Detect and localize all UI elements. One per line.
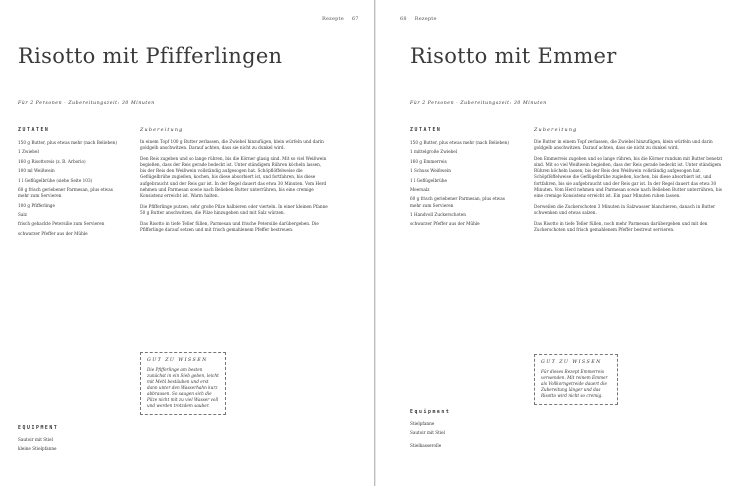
equipment-heading: EQUIPMENT xyxy=(18,426,59,431)
ingredient-item: 1 Zwiebel xyxy=(18,149,39,155)
ingredient-item: 1 Schuss Weißwein xyxy=(410,168,451,174)
ingredient-item: frisch gehackte Petersilie zum Servieren xyxy=(18,221,105,227)
ingredient-item: 60 g frisch geriebener Parmesan, plus etwas mehr zum Servieren xyxy=(410,196,505,208)
recipe-title: Risotto mit Pfifferlingen xyxy=(18,44,283,68)
ingredient-item: 100 g Pfifferlinge xyxy=(18,202,55,208)
ingredients-list xyxy=(18,140,120,240)
running-head xyxy=(396,16,441,22)
ingredients-heading: ZUTATEN xyxy=(18,128,50,133)
ingredient-item: 1 Handvoll Zuckerschoten xyxy=(410,211,466,217)
ingredient-item: Salz xyxy=(18,211,27,217)
preparation-text xyxy=(534,139,724,238)
ingredient-item: 1 l Geflügelbrühe xyxy=(410,177,448,183)
equipment-item: Sautoir mit Stiel xyxy=(18,437,53,442)
preparation-paragraph: Den Emmerreis zugeben und so lange rühren, bis die Körner rundum mit Butter benetzt sind. Mit so viel Weißwein begießen, dass der Reis gerade bedeckt ist. Unter ständigem Rühren köcheln lassen, bis der Reis den Weißwein vollständig aufgesogen hat. Schöpflöffelweise die Geflügelbrühe zugießen, kochen, bis diese absorbiert ist, und fortfahren, bis sie aufgebraucht und der Reis gar ist. In der Regel dauert das etwa 30 Minuten. Vom Herd nehmen und Parmesan sowie nach Belieben Butter unterrühren, bis eine cremige Konsistenz erreicht ist. Ein paar Minuten ruhen lassen. xyxy=(534,156,723,198)
ingredient-item: 160 g Risottoreis (z. B. Arborio) xyxy=(18,158,86,164)
equipment-item: Sautoir mit Stiel xyxy=(410,430,445,436)
ingredient-item: 150 g Butter, plus etwas mehr (nach Belieben) xyxy=(18,140,117,145)
preparation-paragraph: Den Reis zugeben und so lange rühren, bis die Körner glasig sind. Mit so viel Weißwein begießen, dass der Reis gerade bedeckt ist. Unter ständigem Rühren köcheln lassen, bis der Reis den Weißwein vollständig aufgesogen hat. Schöpflöffelweise die Geflügelbrühe zugießen, kochen, bis diese absorbiert ist, und fortfahren, bis diese aufgebraucht und der Reis gar ist. In der Regel dauert das etwa 30 Minuten. Vom Herd nehmen und Parmesan sowie nach Belieben Butter unterrühren, bis eine cremige Konsistenz erreicht ist. Warm halten. xyxy=(140,156,327,198)
page-number: 68 xyxy=(400,16,407,22)
equipment-item: kleine Stielpfanne xyxy=(18,446,57,452)
preparation-paragraph: Die Pfifferlinge putzen, sehr große Pilze halbieren oder vierteln. In einer kleinen Pfanne 50 g Butter anschwitzen, die Pilze hinzugeben und mit Salz würzen. xyxy=(140,203,328,215)
running-head xyxy=(318,16,363,22)
equipment-item: Stielpfanne xyxy=(410,421,435,426)
equipment-item: Stielkasserolle xyxy=(410,442,442,448)
preparation-paragraph: Das Risotto in tiefe Teller füllen, noch mehr Parmesan darübergeben und mit den Zuckerschoten und frisch gemahlenem Pfeffer bestreut servieren. xyxy=(534,221,708,233)
tip-heading: GUT ZU WISSEN xyxy=(147,358,208,363)
preparation-paragraph: In einem Topf 100 g Butter zerlassen, die Zwiebel hinzufügen, klein würfeln und darin goldgelb anschwitzen. Darauf achten, dass sie nicht zu dunkel wird. xyxy=(140,139,324,151)
recipe-subtitle: Für 2 Personen · Zubereitungszeit: 30 Minuten xyxy=(410,101,547,106)
tip-text: Die Pfifferlinge am besten zunächst in ein Sieb geben, leicht mit Mehl bestäuben und erst dann unter den Wasserhahn kurz abbrausen. So saugen sich die Pilze nicht mit zu viel Wasser voll und werden trotzdem sauber. xyxy=(147,367,219,408)
ingredient-item: schwarzer Pfeffer aus der Mühle xyxy=(410,221,480,227)
preparation-paragraph: Das Risotto in tiefe Teller füllen, Parmesan und frische Petersilie darübergeben. Die Pfifferlinge darauf setzen und mit frisch gemahlenem Pfeffer bestreuen. xyxy=(140,221,319,233)
running-head-section: Rezepte xyxy=(414,16,437,22)
ingredient-item: 1 l Geflügelbrühe (siehe Seite 103) xyxy=(18,177,93,183)
preparation-heading: Zubereitung xyxy=(534,128,578,133)
ingredient-item: 160 g Emmerreis xyxy=(410,158,447,164)
ingredients-list xyxy=(410,140,512,231)
preparation-text xyxy=(140,139,328,238)
page-left xyxy=(0,0,374,486)
ingredient-item: Meersalz xyxy=(410,186,430,192)
tip-text: Für dieses Rezept Emmerreis verwenden. Mit reinem Emmer als Vollkorngetreide dauert die Zubereitung länger und das Risotto wird nicht so cremig. xyxy=(541,369,608,398)
tip-heading: GUT ZU WISSEN xyxy=(541,360,602,365)
ingredient-item: 1 mittelgroße Zwiebel xyxy=(410,149,458,155)
equipment-heading: Equipment xyxy=(410,410,451,415)
ingredient-item: schwarzer Pfeffer aus der Mühle xyxy=(18,230,88,236)
tip-box xyxy=(140,352,226,415)
tip-box xyxy=(534,354,618,405)
equipment-list xyxy=(18,437,57,456)
ingredient-item: 150 g Butter, plus etwas mehr (nach Belieben) xyxy=(410,140,509,145)
preparation-paragraph: Die Butter in einem Topf zerlassen, die Zwiebel hinzufügen, klein würfeln und darin goldgelb anschwitzen. Darauf achten, dass sie nicht zu dunkel wird. xyxy=(534,139,713,151)
running-head-section: Rezepte xyxy=(322,16,344,22)
preparation-heading: Zubereitung xyxy=(140,128,184,133)
page-right xyxy=(376,0,750,486)
page-number: 67 xyxy=(351,16,359,22)
ingredient-item: 100 ml Weißwein xyxy=(18,168,55,174)
recipe-subtitle: Für 2 Personen · Zubereitungszeit: 30 Minuten xyxy=(18,101,155,106)
ingredients-heading: ZUTATEN xyxy=(410,128,442,133)
ingredient-item: 60 g frisch geriebener Parmesan, plus etwas mehr zum Servieren xyxy=(18,186,113,199)
preparation-paragraph: Derweilen die Zuckerschoten 3 Minuten in Salzwasser blanchieren, danach in Butter schwenken und etwas salzen. xyxy=(534,203,716,215)
recipe-title: Risotto mit Emmer xyxy=(410,44,617,68)
equipment-list xyxy=(410,421,445,452)
